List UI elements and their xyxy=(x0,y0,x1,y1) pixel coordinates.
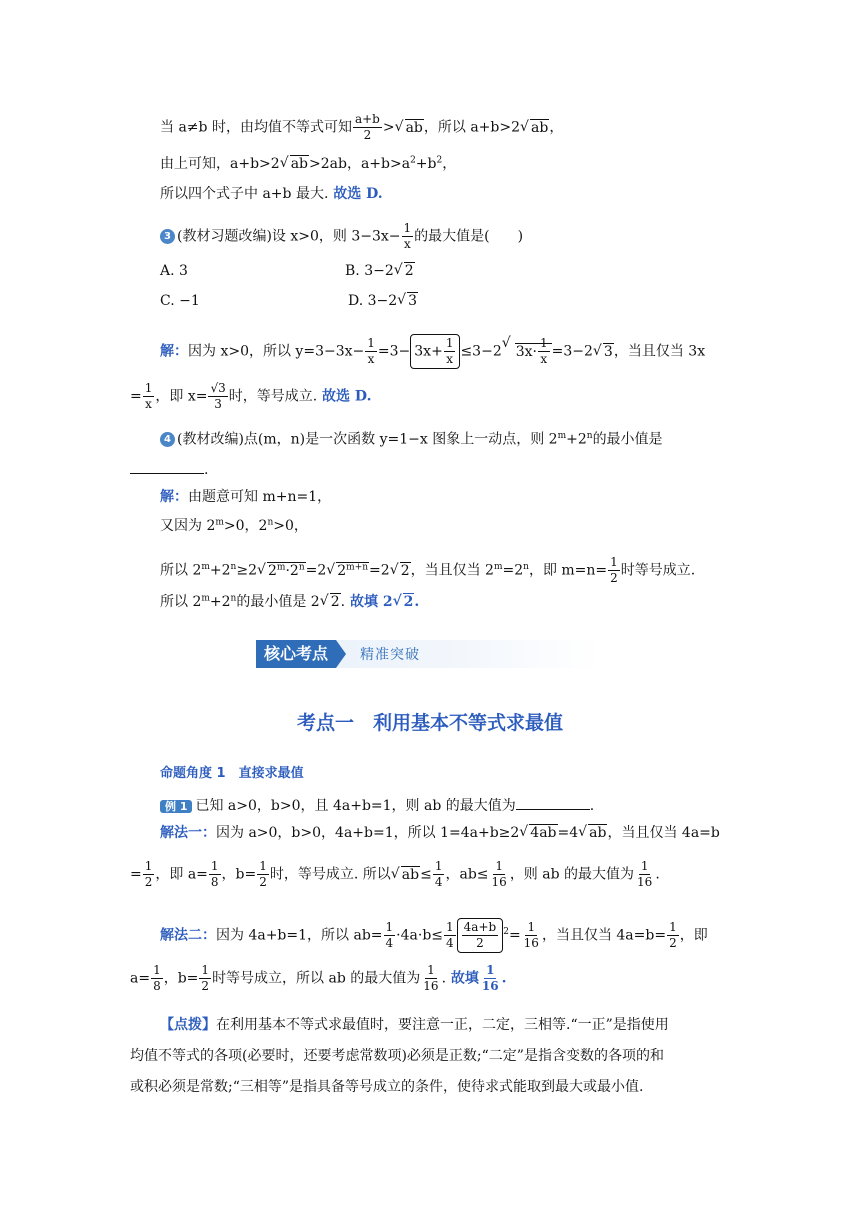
tip-line-3: 或积必须是常数;“三相等”是指具备等号成立的条件，使待求式能取到最大或最小值. xyxy=(130,1079,644,1095)
banner-subtitle: 精准突破 xyxy=(360,647,421,663)
option-a: A. 3 xyxy=(160,263,188,279)
example-badge: 例 1 xyxy=(160,800,192,813)
example-1: 例 1 已知 a>0，b>0，且 4a+b=1，则 ab 的最大值为 . xyxy=(160,797,594,813)
tip-label: 【点拨】 xyxy=(160,1017,216,1033)
angle-heading: 命题角度 1 直接求最值 xyxy=(160,766,304,781)
method-2-line-2: a= $\frac{1}{8}$ ，b= $\frac{1}{2}$ 时等号成立，所以 ab 的最大值为 $\frac{1}{16}$ . 故填 $\frac{1}{16}$ . xyxy=(130,963,507,994)
sqrt: √ ab xyxy=(396,121,424,135)
section-title: 考点一 利用基本不等式求最值 xyxy=(296,712,563,734)
line-2: 由上可知，a+b>2√ ab>2ab，$a+b>a^2+b^2$， xyxy=(160,157,456,171)
text: 当 a≠b 时，由均值不等式可知 xyxy=(160,119,352,136)
option-d: D. 3−2√ 3 xyxy=(348,294,418,308)
solution-3-line-1: 解：因为 x>0，所以 y=3−3x− $\frac{1}{x}$ =3− 3x+ $\frac{1}{x}$ ≤3−2√ 3x· $\frac{1}{x}$ =3−2√ 3，当且仅当 3x xyxy=(160,334,705,369)
tip-line-2: 均值不等式的各项(必要时，还要考虑常数项)必须是正数;“二定”是指含变数的各项的和 xyxy=(130,1048,664,1064)
question-number-badge: 3 xyxy=(160,229,175,244)
option-b: B. 3−2√ 2 xyxy=(345,264,415,278)
fraction: $\frac{a+b}{2}$ xyxy=(354,112,380,143)
sqrt: √ ab xyxy=(521,121,549,135)
solution-4-line-1: 解：由题意可知 m+n=1， xyxy=(160,489,332,505)
answer-blank xyxy=(516,797,590,810)
question-number-badge: 4 xyxy=(160,432,175,447)
section-banner xyxy=(256,640,600,668)
method-1-line-1: 解法一：因为 a>0，b>0，4a+b=1，所以 1=4a+b≥2√ 4ab=4√ ab，当且仅当 4a=b xyxy=(160,826,720,840)
line-3: 所以四个式子中 a+b 最大. 故选 D. xyxy=(160,186,383,202)
option-c: C. −1 xyxy=(160,293,200,309)
method-2-line-1: 解法二：因为 4a+b=1，所以 ab= $\frac{1}{4}$ ·4a·b≤ $\frac{1}{4}$ $\frac{4a+b}{2}$ $^2$= $\frac{1}{16}$ ，当且仅当 4a=b= $\frac{1}{2}$ ，即 xyxy=(160,918,708,953)
line-1: 当 a≠b 时，由均值不等式可知 $\frac{a+b}{2}$ >√ ab，所以 a+b>2√ ab， xyxy=(160,113,563,142)
solution-4-line-3: 所以 $2^m+2^n\ge 2√$ $2^m\cdot 2^n=2√$ $2^{m+n}=2√$ 2，当且仅当 $2^m=2^n$，即 m=n= $\frac{1}{2}$ 时等号成立. xyxy=(160,556,695,585)
answer-blank xyxy=(130,461,204,474)
solution-3-line-2: = $\frac{1}{x}$ ，即 x= $\frac{√3}{3}$ 时，等号成立. 故选 D. xyxy=(130,381,372,412)
solution-4-line-2: 又因为 $2^m>0$，$2^n>0$， xyxy=(160,517,308,534)
answer: 故选 D. xyxy=(328,186,383,202)
method-1-line-2: = $\frac{1}{2}$ ，即 a= $\frac{1}{8}$ ，b= $\frac{1}{2}$ 时，等号成立. 所以√ ab≤ $\frac{1}{4}$ ，ab≤ $\frac{1}{16}$ ，则 ab 的最大值为 $\frac{1}{16}$ . xyxy=(130,860,660,889)
question-4: 4 (教材改编)点(m，n)是一次函数 y=1−x 图象上一动点，则 $2^m+2^n$的最小值是 xyxy=(160,432,663,447)
tip-line-1: 【点拨】在利用基本不等式求最值时，要注意一正，二定，三相等.“一正”是指使用 xyxy=(160,1017,669,1033)
solution-4-line-4: 所以 $2^m+2^n$的最小值是 2√ 2. 故填 2√ 2. xyxy=(160,595,419,609)
parentheses: 3x+ $\frac{1}{x}$ xyxy=(410,334,460,369)
question-3: 3 (教材习题改编)设 x>0，则 3−3x− $\frac{1}{x}$ 的最大值是( ) xyxy=(160,222,523,251)
banner-tag: 核心考点 xyxy=(256,640,336,668)
question-4-blank: . xyxy=(130,461,208,477)
